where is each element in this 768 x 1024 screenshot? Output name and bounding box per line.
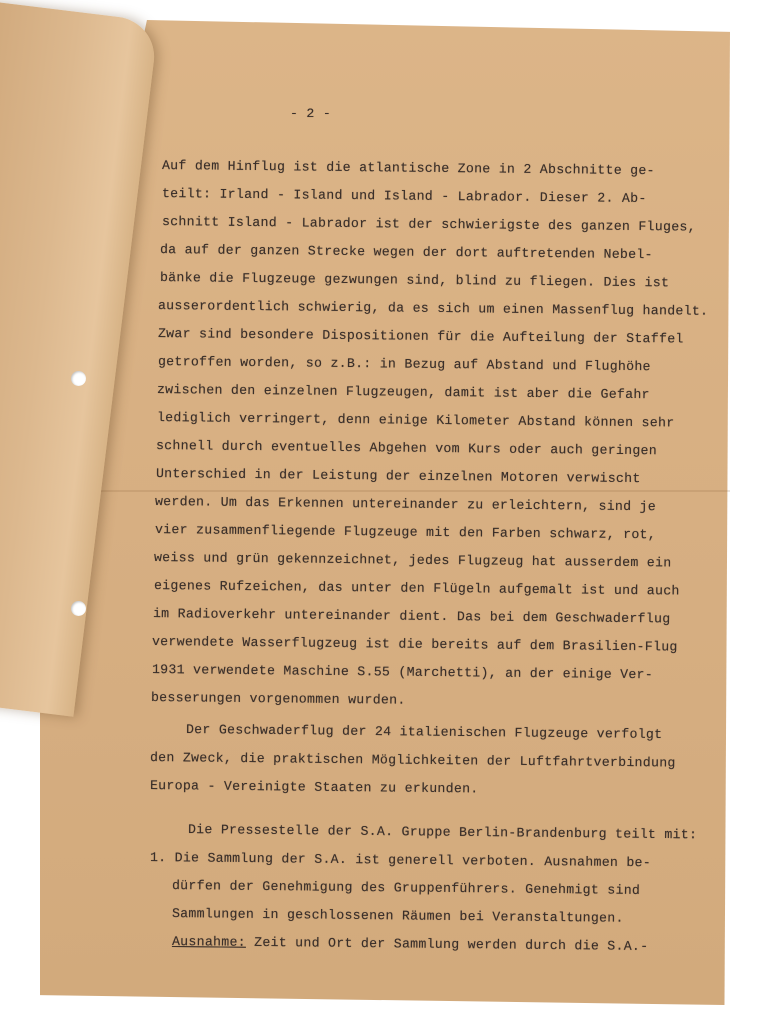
text-line: weiss und grün gekennzeichnet, jedes Flugzeug hat ausserdem ein <box>153 550 672 571</box>
page-number: - 2 - <box>290 106 332 121</box>
text-line: zwischen den einzelnen Flugzeugen, damit ist aber die Gefahr <box>156 382 650 403</box>
text-line: Europa - Vereinigte Staaten zu erkunden. <box>149 778 479 797</box>
text-line: schnell durch eventuelles Abgehen vom Kurs oder auch geringen <box>155 438 658 459</box>
text-line: eigenes Rufzeichen, das unter den Flügeln aufgemalt ist und auch <box>153 578 680 599</box>
text-line: getroffen worden, so z.B.: in Bezug auf Abstand und Flughöhe <box>157 354 651 375</box>
text-line: lediglich verringert, denn einige Kilometer Abstand können sehr <box>156 410 675 431</box>
text-line: werden. Um das Erkennen untereinander zu erleichtern, sind je <box>154 494 657 515</box>
text-line: Auf dem Hinflug ist die atlantische Zone in 2 Abschnitte ge- <box>161 158 655 179</box>
text-line: Unterschied in der Leistung der einzelnen Motoren verwischt <box>155 466 641 487</box>
text-line: bänke die Flugzeuge gezwungen sind, blind zu fliegen. Dies ist <box>159 270 670 291</box>
text-line: vier zusammenfliegende Flugzeuge mit den Farben schwarz, rot, <box>154 522 657 543</box>
text-line: Die Pressestelle der S.A. Gruppe Berlin-Brandenburg teilt mit: <box>187 822 698 843</box>
text-line: 1931 verwendete Maschine S.55 (Marchetti), an der einige Ver- <box>151 662 654 683</box>
text-line: 1. Die Sammlung der S.A. ist generell verboten. Ausnahmen be- <box>149 850 652 871</box>
text-line: im Radioverkehr untereinander dient. Das bei dem Geschwaderflug <box>152 606 671 627</box>
text-line: da auf der ganzen Strecke wegen der dort auftretenden Nebel- <box>159 242 653 263</box>
text-line: ausserordentlich schwierig, da es sich um einen Massenflug handelt. <box>157 298 709 319</box>
text-line: dürfen der Genehmigung des Gruppenführers. Genehmigt sind <box>171 878 641 898</box>
text-line: besserungen vorgenommen wurden. <box>150 690 406 708</box>
text-line: den Zweck, die praktischen Möglichkeiten der Luftfahrtverbindung <box>149 750 676 771</box>
text-line: schnitt Island - Labrador ist der schwierigste des ganzen Fluges, <box>161 214 696 235</box>
text-line: Zwar sind besondere Dispositionen für die Aufteilung der Staffel <box>157 326 684 347</box>
last-line-text: Zeit und Ort der Sammlung werden durch die S.A.- <box>245 934 649 954</box>
text-line-last <box>172 934 649 954</box>
text-line: Der Geschwaderflug der 24 italienischen Flugzeuge verfolgt <box>185 722 663 742</box>
text-line: teilt: Irland - Island und Island - Labrador. Dieser 2. Ab- <box>161 186 647 207</box>
ausnahme-label: Ausnahme: <box>171 934 247 950</box>
text-line: verwendete Wasserflugzeug ist die bereits auf dem Brasilien-Flug <box>151 634 678 655</box>
text-line: Sammlungen in geschlossenen Räumen bei Veranstaltungen. <box>171 906 624 926</box>
